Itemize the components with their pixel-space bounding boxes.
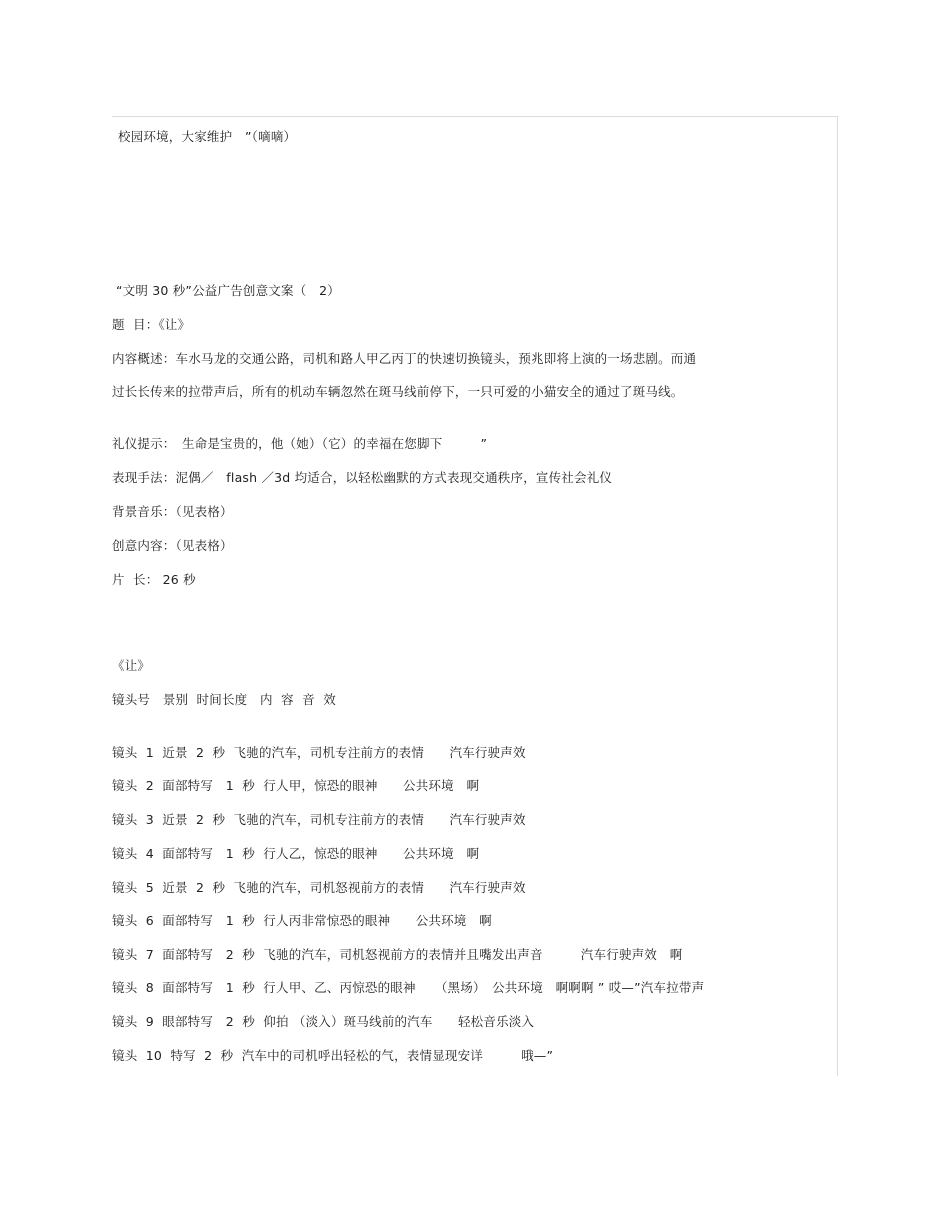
summary-line-1: 内容概述：车水马龙的交通公路，司机和路人甲乙丙丁的快速切换镜头，预兆即将上演的一场悲剧。而通 [112, 351, 697, 366]
shot-row: 镜头 4 面部特写 1 秒 行人乙，惊恐的眼神 公共环境 啊 [112, 846, 480, 861]
shot-row: 镜头 8 面部特写 1 秒 行人甲、乙、丙惊恐的眼神 （黑场） 公共环境 啊啊啊 ” 哎—”汽车拉带声 [112, 980, 705, 995]
page-frame [112, 116, 838, 1076]
content-line: 创意内容：（见表格） [112, 538, 233, 553]
shot-row: 镜头 1 近景 2 秒 飞驰的汽车，司机专注前方的表情 汽车行驶声效 [112, 745, 526, 760]
topic-line: 题 目：《让》 [112, 317, 191, 332]
shot-row: 镜头 6 面部特写 1 秒 行人丙非常惊恐的眼神 公共环境 啊 [112, 913, 492, 928]
etiquette-tip: 礼仪提示： 生命是宝贵的，他（她）（它）的幸福在您脚下 ” [112, 436, 488, 451]
shot-row: 镜头 7 面部特写 2 秒 飞驰的汽车，司机怒视前方的表情并且嘴发出声音 汽车行驶声效 啊 [112, 947, 683, 962]
shot-row: 镜头 2 面部特写 1 秒 行人甲，惊恐的眼神 公共环境 啊 [112, 778, 480, 793]
shot-row: 镜头 3 近景 2 秒 飞驰的汽车，司机专注前方的表情 汽车行驶声效 [112, 812, 526, 827]
technique-line: 表现手法：泥偶／ flash ／3d 均适合，以轻松幽默的方式表现交通秩序，宣传社会礼仪 [112, 470, 613, 485]
summary-line-2: 过长长传来的拉带声后，所有的机动车辆忽然在斑马线前停下，一只可爱的小猫安全的通过了斑马线。 [112, 384, 684, 399]
storyboard-title: 《让》 [112, 658, 151, 673]
shot-row: 镜头 9 眼部特写 2 秒 仰拍 （淡入）斑马线前的汽车 轻松音乐淡入 [112, 1014, 535, 1029]
doc-title: “文明 30 秒”公益广告创意文案（ 2） [116, 283, 340, 298]
duration-line: 片 长： 26 秒 [112, 572, 196, 587]
shot-row: 镜头 10 特写 2 秒 汽车中的司机呼出轻松的气，表情显现安详 哦—” [112, 1048, 554, 1063]
intro-line: 校园环境，大家维护 ”（嘀嘀） [118, 129, 297, 144]
shot-row: 镜头 5 近景 2 秒 飞驰的汽车，司机怒视前方的表情 汽车行驶声效 [112, 880, 526, 895]
music-line: 背景音乐：（见表格） [112, 504, 233, 519]
storyboard-header: 镜头号 景别 时间长度 内 容 音 效 [112, 692, 336, 707]
